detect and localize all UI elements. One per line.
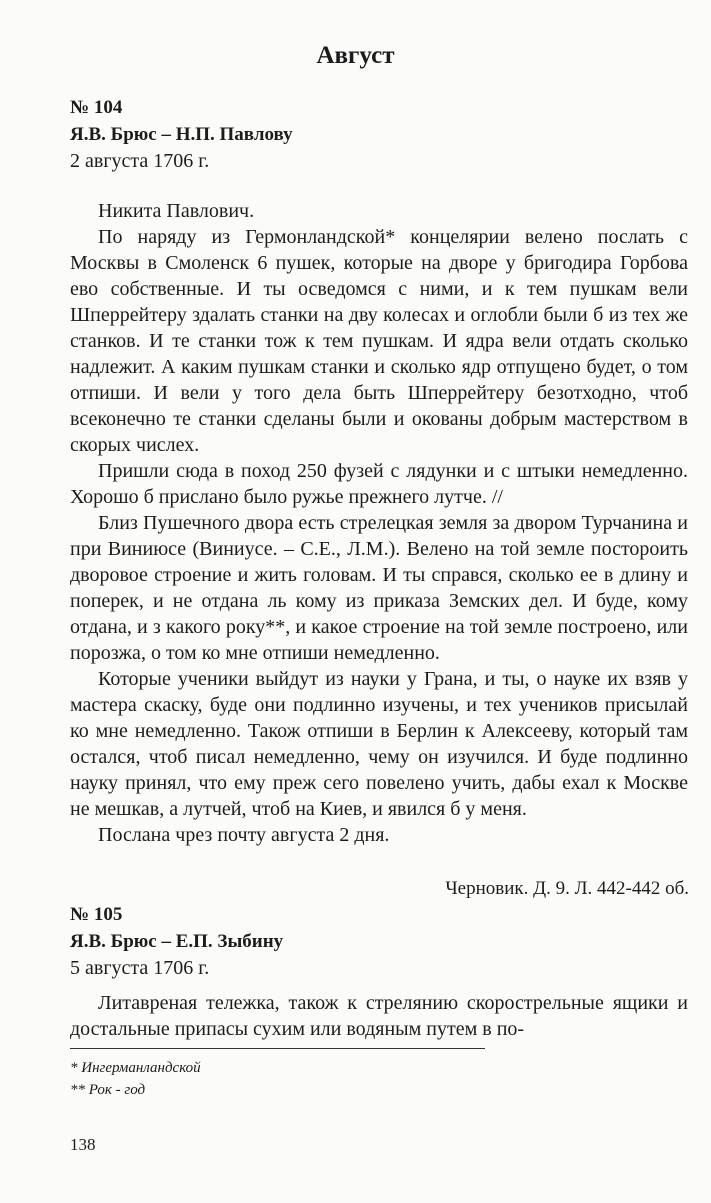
- footnote-divider: [70, 1048, 485, 1049]
- doc-104-date: 2 августа 1706 г.: [70, 150, 210, 172]
- doc-104-source-note: Черновик. Д. 9. Л. 442-442 об.: [445, 878, 689, 899]
- doc-105-number: № 105: [70, 904, 123, 925]
- doc-104-paragraph-4: Которые ученики выйдут из науки у Грана, и ты, о науке их взяв у мастера скаску, буде они подлинно изучены, и тех учеников присылай ко мне немедленно. Також отпиши в Берлин к Алексееву, который там остался, чтоб писал немедленно, чему он изучился. И буде подлинно науку принял, что ему преж сего повелено учить, дабы ехал к Москве не мешкав, а лутчей, чтоб на Киев, и явился б у меня.: [70, 668, 688, 820]
- doc-104-parties: Я.В. Брюс – Н.П. Павлову: [70, 124, 293, 145]
- doc-105-body: [70, 990, 688, 1042]
- page-heading: Август: [316, 42, 395, 69]
- doc-104-number: № 104: [70, 97, 123, 118]
- page-number: 138: [70, 1135, 96, 1154]
- doc-104-paragraph-5: Послана чрез почту августа 2 дня.: [98, 824, 390, 846]
- footnote-2: ** Рок - год: [70, 1082, 146, 1098]
- doc-104-paragraph-1: По наряду из Гермонландской* концелярии велено послать с Москвы в Смоленск 6 пушек, которые на дворе у бригодира Горбова ево собственные. И ты осведомся с ними, и к тем пушкам вели Шперрейтеру здалать станки на дву колесах и оглобли были б из тех же станков. И те станки тож к тем пушкам. И ядра вели отдать сколько надлежит. А каким пушкам станки и сколько ядр отпущено будет, о том отпиши. И вели у того дела быть Шперрейтеру безотходно, чтоб всеконечно те станки сделаны были и окованы добрым мастерством в скорых числех.: [70, 226, 688, 456]
- doc-104-greeting: Никита Павлович.: [98, 200, 255, 222]
- doc-105-paragraph-1: Литавреная тележка, також к стрелянию скорострельные ящики и достальные припасы сухим или водяным путем в по-: [70, 992, 688, 1040]
- footnote-1: * Ингерманландской: [70, 1060, 201, 1076]
- doc-105-parties: Я.В. Брюс – Е.П. Зыбину: [70, 931, 284, 952]
- doc-104-paragraph-3: Близ Пушечного двора есть стрелецкая земля за двором Турчанина и при Виниюсе (Виниусе. – С.Е., Л.М.). Велено на той земле посторoить дворовое строение и жить головам. И ты справся, сколько ее в длину и поперек, и не отдана ль кому из приказа Земских дел. И буде, кому отдана, и з какого року**, и какое строение на той земле построено, или порозжа, о том ко мне отпиши немедленно.: [70, 512, 688, 664]
- doc-105-date: 5 августа 1706 г.: [70, 957, 210, 979]
- doc-104-body: [70, 198, 688, 848]
- doc-104-paragraph-2: Пришли сюда в поход 250 фузей с лядунки и с штыки немедленно. Хорошо б прислано было ружье прежнего лутче. //: [70, 460, 688, 508]
